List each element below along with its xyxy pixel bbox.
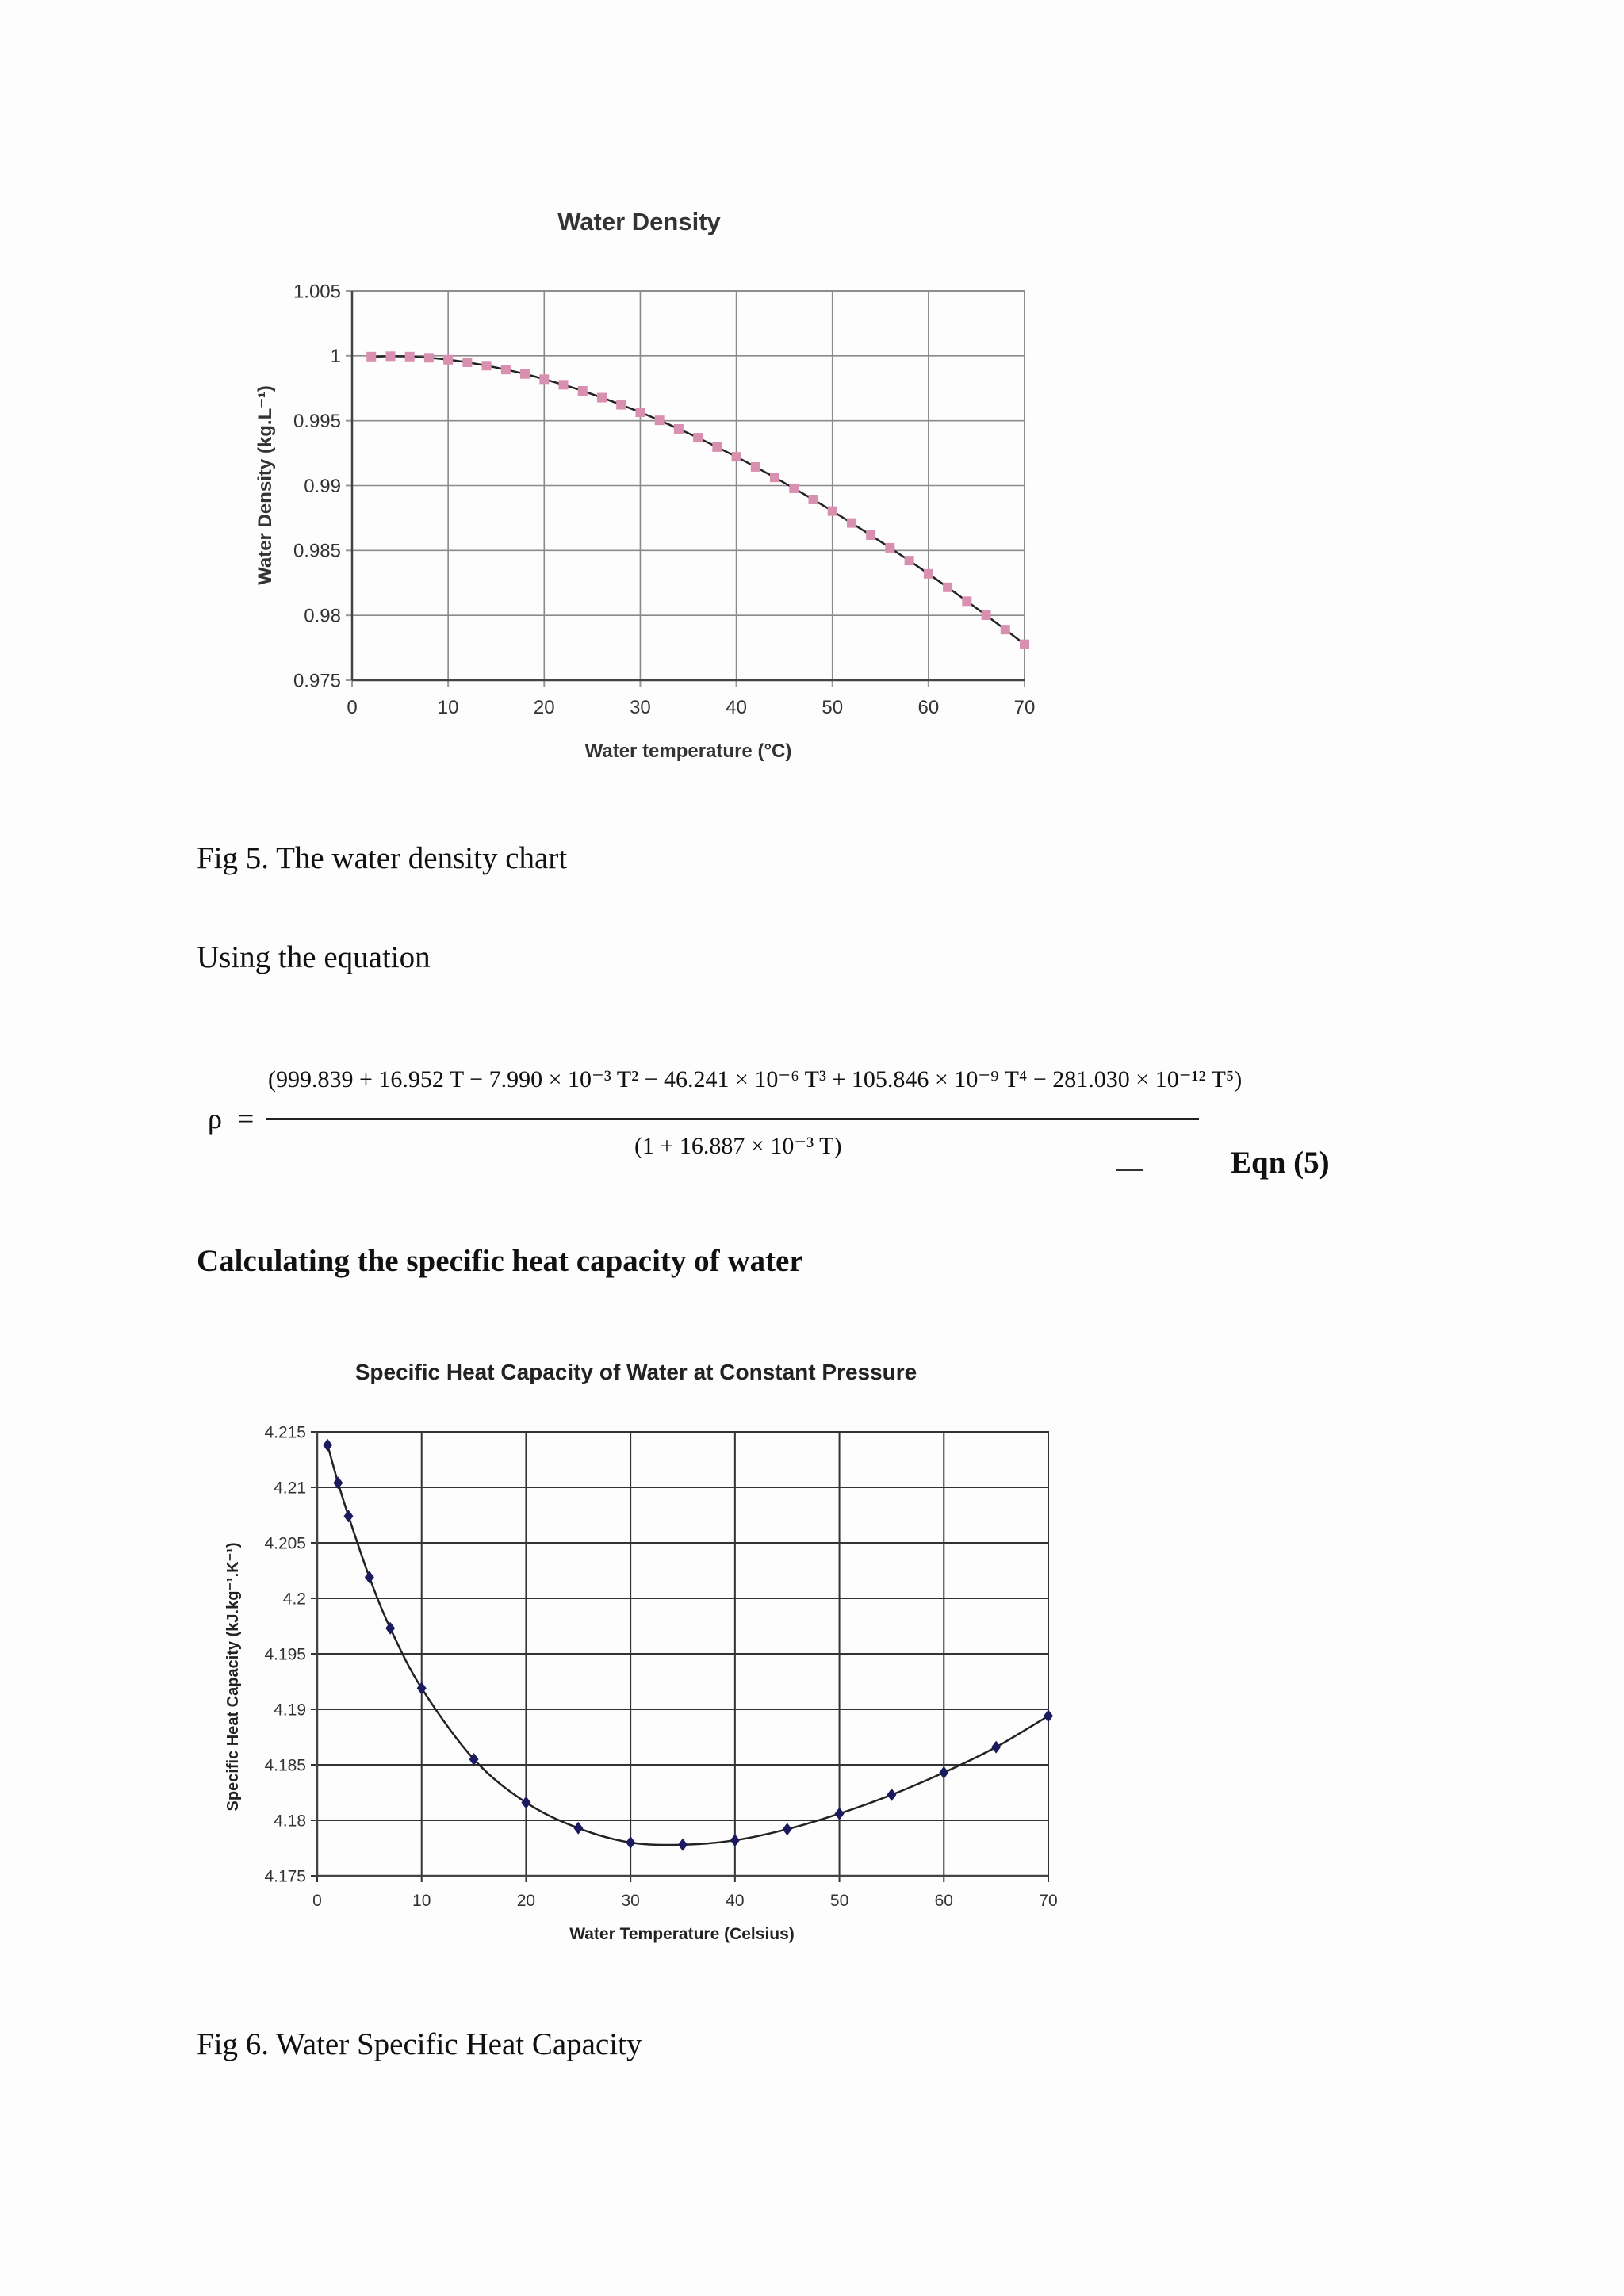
x-axis-label: Water Temperature (Celsius) [569, 1925, 795, 1943]
data-point [385, 1622, 395, 1635]
figure5-caption: Fig 5. The water density chart [197, 841, 568, 875]
x-tick-label: 10 [412, 1892, 431, 1910]
x-tick-label: 30 [621, 1892, 640, 1910]
data-point [573, 1822, 583, 1835]
y-tick-label: 4.205 [264, 1534, 306, 1553]
equation-equals: = [238, 1103, 255, 1135]
x-tick-label: 50 [829, 1892, 849, 1910]
x-tick-label: 70 [1039, 1892, 1058, 1910]
y-tick-label: 4.21 [274, 1479, 306, 1498]
y-tick-label: 4.18 [274, 1812, 306, 1831]
data-point [626, 1836, 635, 1849]
y-tick-label: 4.2 [282, 1590, 306, 1609]
data-point [323, 1439, 332, 1452]
data-point [887, 1789, 896, 1801]
data-point [730, 1834, 740, 1846]
data-point [1044, 1709, 1053, 1722]
equation-denominator: (1 + 16.887 × 10⁻³ T) [634, 1133, 842, 1159]
y-tick-label: 1 [330, 346, 341, 368]
trend-line [327, 1445, 1048, 1845]
data-point [783, 1823, 792, 1835]
x-tick-label: 0 [312, 1892, 322, 1910]
data-point [991, 1741, 1001, 1754]
y-tick-label: 4.215 [264, 1423, 306, 1442]
x-tick-label: 50 [822, 697, 844, 718]
x-tick-label: 60 [934, 1892, 953, 1910]
y-tick-label: 4.185 [264, 1756, 306, 1775]
x-tick-label: 40 [726, 1892, 745, 1910]
data-point [835, 1808, 845, 1820]
y-tick-label: 0.99 [304, 475, 341, 497]
data-point [344, 1510, 354, 1522]
x-tick-label: 20 [516, 1892, 536, 1910]
y-tick-label: 4.175 [264, 1867, 306, 1886]
x-tick-label: 60 [917, 697, 940, 718]
x-tick-label: 70 [1013, 697, 1036, 718]
x-tick-label: 20 [533, 697, 555, 718]
figure6-caption: Fig 6. Water Specific Heat Capacity [197, 2027, 642, 2061]
y-tick-label: 4.195 [264, 1645, 306, 1664]
equation-label: Eqn (5) [1231, 1146, 1330, 1180]
y-tick-label: 1.005 [293, 281, 341, 303]
x-tick-label: 0 [347, 697, 358, 718]
x-axis-label: Water temperature (°C) [584, 740, 792, 762]
chart-title: Specific Heat Capacity of Water at Constant Pressure [354, 1360, 917, 1384]
y-tick-label: 0.985 [293, 540, 341, 562]
x-tick-label: 10 [437, 697, 459, 718]
y-tick-label: 0.975 [293, 670, 341, 692]
data-point [521, 1797, 530, 1809]
y-tick-label: 4.19 [274, 1701, 306, 1720]
data-point [939, 1766, 948, 1779]
y-tick-label: 0.98 [304, 605, 341, 627]
y-axis-label: Water Density (kg.L⁻¹) [255, 385, 276, 585]
x-tick-label: 30 [630, 697, 651, 718]
y-tick-label: 0.995 [293, 411, 341, 433]
equation-numerator: (999.839 + 16.952 T − 7.990 × 10⁻³ T² − 46.241 × 10⁻⁶ T³ + 105.846 × 10⁻⁹ T⁴ − 281.030 × 10⁻¹² T⁵) [268, 1066, 1243, 1093]
data-point [365, 1571, 374, 1583]
data-point [678, 1839, 688, 1851]
x-tick-label: 40 [726, 697, 747, 718]
intro-text: Using the equation [197, 940, 431, 974]
chart-title: Water Density [557, 208, 721, 235]
equation-lhs: ρ [208, 1103, 222, 1135]
y-axis-label: Specific Heat Capacity (kJ.kg⁻¹.K⁻¹) [224, 1542, 242, 1812]
section-heading: Calculating the specific heat capacity of water [197, 1244, 803, 1278]
